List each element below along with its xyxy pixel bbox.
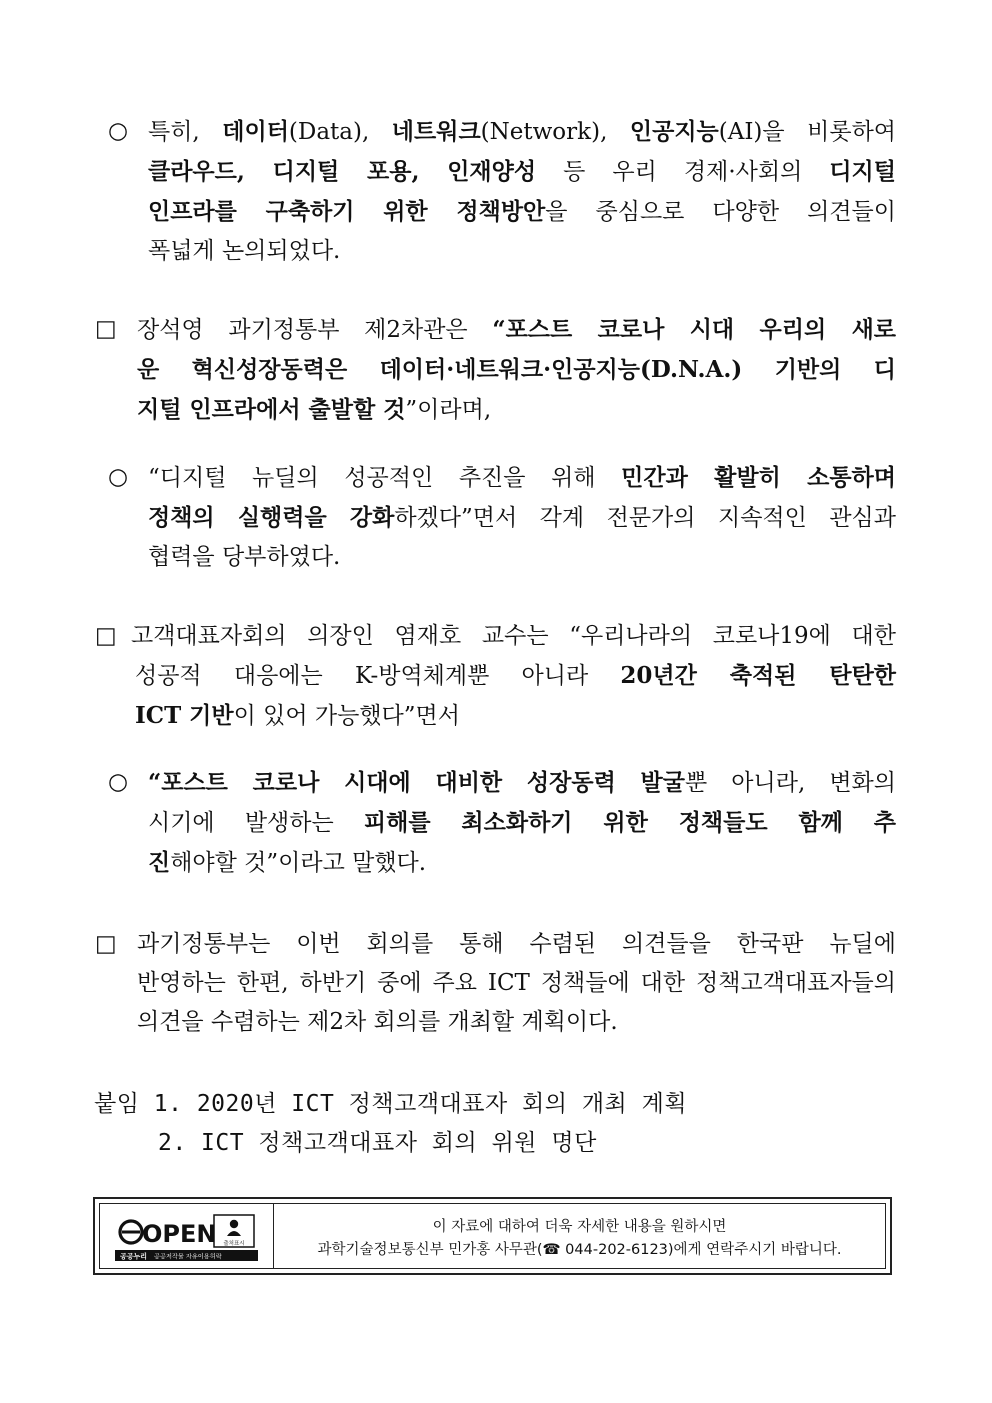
logo-caption-bold: 공공누리 xyxy=(120,1252,148,1261)
paragraph-line xyxy=(148,538,896,577)
paragraph-1 xyxy=(148,112,896,271)
bold-text-run: 운 혁신성장동력은 데이터·네트워크·인공지능(D.N.A.) 기반의 디 xyxy=(137,356,896,383)
text-run: 장석영 과기정통부 제2차관은 xyxy=(137,317,493,343)
text-run: 하겠다”면서 각계 전문가의 지속적인 관심과 xyxy=(394,505,896,531)
logo-open-text: OPEN xyxy=(142,1220,217,1248)
text-run: 뿐 아니라, 변화의 xyxy=(685,770,896,796)
paragraph-line xyxy=(148,763,896,803)
paragraph-line xyxy=(148,498,896,538)
paragraph-line xyxy=(131,696,896,736)
text-run: 등 우리 경제·사회의 xyxy=(536,159,830,185)
text-run: 을 중심으로 다양한 의견들이 xyxy=(545,199,896,225)
paragraph-line xyxy=(148,458,896,498)
text-run: 시기에 발생하는 xyxy=(148,810,364,836)
attachment-line-2: 2. ICT 정책고객대표자 회의 위원 명단 xyxy=(158,1130,597,1156)
kogl-logo-graphic xyxy=(100,1204,272,1270)
text-run: 고객대표자회의 의장인 염재호 교수는 “우리나라의 코로나19에 대한 xyxy=(131,623,896,649)
contact-line-2: 과학기술정보통신부 민가홍 사무관(☎ 044-202-6123)에게 연락주시기 바랍니다. xyxy=(317,1242,842,1258)
contact-line-1: 이 자료에 대하여 더욱 자세한 내용을 원하시면 xyxy=(432,1219,727,1235)
paragraph-line xyxy=(148,152,896,192)
text-run: 성공적 대응에는 K-방역체계뿐 아니라 xyxy=(135,663,621,689)
paragraph-line xyxy=(148,232,896,271)
paragraph-line xyxy=(137,925,896,964)
paragraph-2 xyxy=(137,310,896,430)
paragraph-line xyxy=(148,192,896,232)
bold-text-run: 데이터 xyxy=(222,118,289,145)
paragraph-6 xyxy=(137,925,896,1042)
paragraph-line xyxy=(148,112,896,152)
text-run: 반영하는 한편, 하반기 중에 주요 ICT 정책들에 대한 정책고객대표자들의 xyxy=(137,970,896,996)
text-run: ”이라며, xyxy=(405,397,492,423)
text-run: 협력을 당부하였다. xyxy=(148,544,341,570)
paragraph-line xyxy=(131,656,896,696)
text-run: (Data), xyxy=(288,119,392,145)
text-run: 특히, xyxy=(148,119,223,145)
bold-text-run: “포스트 코로나 시대에 대비한 성장동력 발굴 xyxy=(148,769,685,796)
paragraph-3 xyxy=(148,458,896,577)
bold-text-run: 정책의 실행력을 강화 xyxy=(148,504,395,531)
paragraph-line xyxy=(148,843,896,883)
text-run: (Network), xyxy=(480,119,630,145)
bold-text-run: “포스트 코로나 시대 우리의 새로 xyxy=(492,316,897,343)
paragraph-4 xyxy=(131,617,896,736)
text-run: 해야할 것”이라고 말했다. xyxy=(170,850,427,876)
contact-text xyxy=(274,1204,885,1268)
bold-text-run: 인프라를 구축하기 위한 정책방안 xyxy=(148,198,546,225)
section-marker: □ xyxy=(95,931,117,957)
text-run: 폭넓게 논의되었다. xyxy=(148,238,341,264)
text-run: “디지털 뉴딜의 성공적인 추진을 위해 xyxy=(148,465,622,491)
paragraph-5 xyxy=(148,763,896,883)
bullet-marker: ○ xyxy=(108,769,129,795)
logo-caption: 공공저작물 자유이용허락 xyxy=(154,1253,222,1261)
bold-text-run: ICT 기반 xyxy=(135,702,234,729)
paragraph-line xyxy=(131,617,896,656)
bullet-marker: ○ xyxy=(108,464,129,490)
text-run: (AI)을 비롯하여 xyxy=(718,119,897,145)
section-marker: □ xyxy=(95,316,117,342)
text-run: 의견을 수렴하는 제2차 회의를 개최할 계획이다. xyxy=(137,1009,618,1035)
paragraph-line xyxy=(137,310,896,350)
attachment-line-1: 붙임 1. 2020년 ICT 정책고객대표자 회의 개최 계획 xyxy=(94,1091,688,1117)
bold-text-run: 인공지능 xyxy=(629,118,719,145)
bold-text-run: 지털 인프라에서 출발할 것 xyxy=(137,396,406,423)
text-run: 이 있어 가능했다”면서 xyxy=(233,703,460,729)
logo-badge-text: 출처표시 xyxy=(223,1241,245,1247)
text-run: 과기정통부는 이번 회의를 통해 수렴된 의견들을 한국판 뉴딜에 xyxy=(137,931,896,957)
bold-text-run: 민간과 활발히 소통하며 xyxy=(621,464,896,491)
kogl-open-logo xyxy=(100,1204,274,1268)
bold-text-run: 디지털 xyxy=(829,158,896,185)
paragraph-line xyxy=(137,964,896,1003)
paragraph-line xyxy=(148,803,896,843)
bold-text-run: 클라우드, 디지털 포용, 인재양성 xyxy=(148,158,537,185)
bold-text-run: 피해를 최소화하기 위한 정책들도 함께 추 xyxy=(363,809,896,836)
paragraph-line xyxy=(137,1003,896,1042)
bold-text-run: 네트워크 xyxy=(391,118,481,145)
bold-text-run: 진 xyxy=(148,849,171,876)
paragraph-line xyxy=(137,350,896,390)
section-marker: □ xyxy=(95,623,117,649)
contact-box xyxy=(93,1197,892,1275)
bold-text-run: 20년간 축적된 탄탄한 xyxy=(620,662,896,689)
paragraph-line xyxy=(137,390,896,430)
bullet-marker: ○ xyxy=(108,118,129,144)
